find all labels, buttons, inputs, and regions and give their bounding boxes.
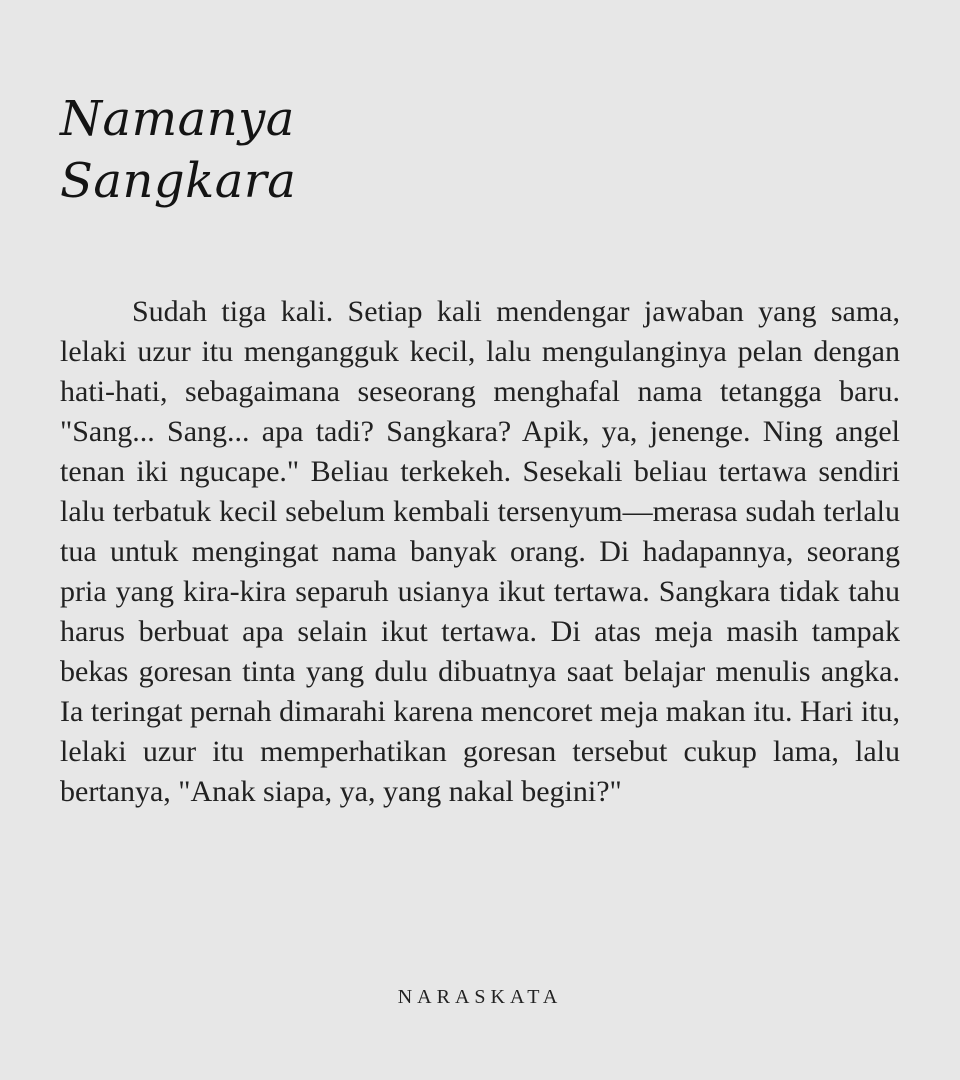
title-line-2: Sangkara [60, 153, 297, 209]
title-line-1: Namanya [60, 91, 295, 147]
story-paragraph: Sudah tiga kali. Setiap kali mendengar jawaban yang sama, lelaki uzur itu mengangguk kecil, lalu mengulanginya pelan dengan hati-hati, sebagaimana seseorang menghafal nama tetangga baru. "Sang... Sang... apa tadi? Sangkara? Apik, ya, jenenge. Ning angel tenan iki ngucape." Beliau terkekeh. Sesekali beliau tertawa sendiri lalu terbatuk kecil sebelum kembali tersenyum—merasa sudah terlalu tua untuk mengingat nama banyak orang. Di hadapannya, seorang pria yang kira-kira separuh usianya ikut tertawa. Sangkara tidak tahu harus berbuat apa selain ikut tertawa. Di atas meja masih tampak bekas goresan tinta yang dulu dibuatnya saat belajar menulis angka. Ia teringat pernah dimarahi karena mencoret meja makan itu. Hari itu, lelaki uzur itu memperhatikan goresan tersebut cukup lama, lalu bertanya, "Anak siapa, ya, yang nakal begini?" [60, 295, 900, 808]
brand-name: NARASKATA [397, 986, 563, 1008]
page-title [60, 88, 560, 212]
